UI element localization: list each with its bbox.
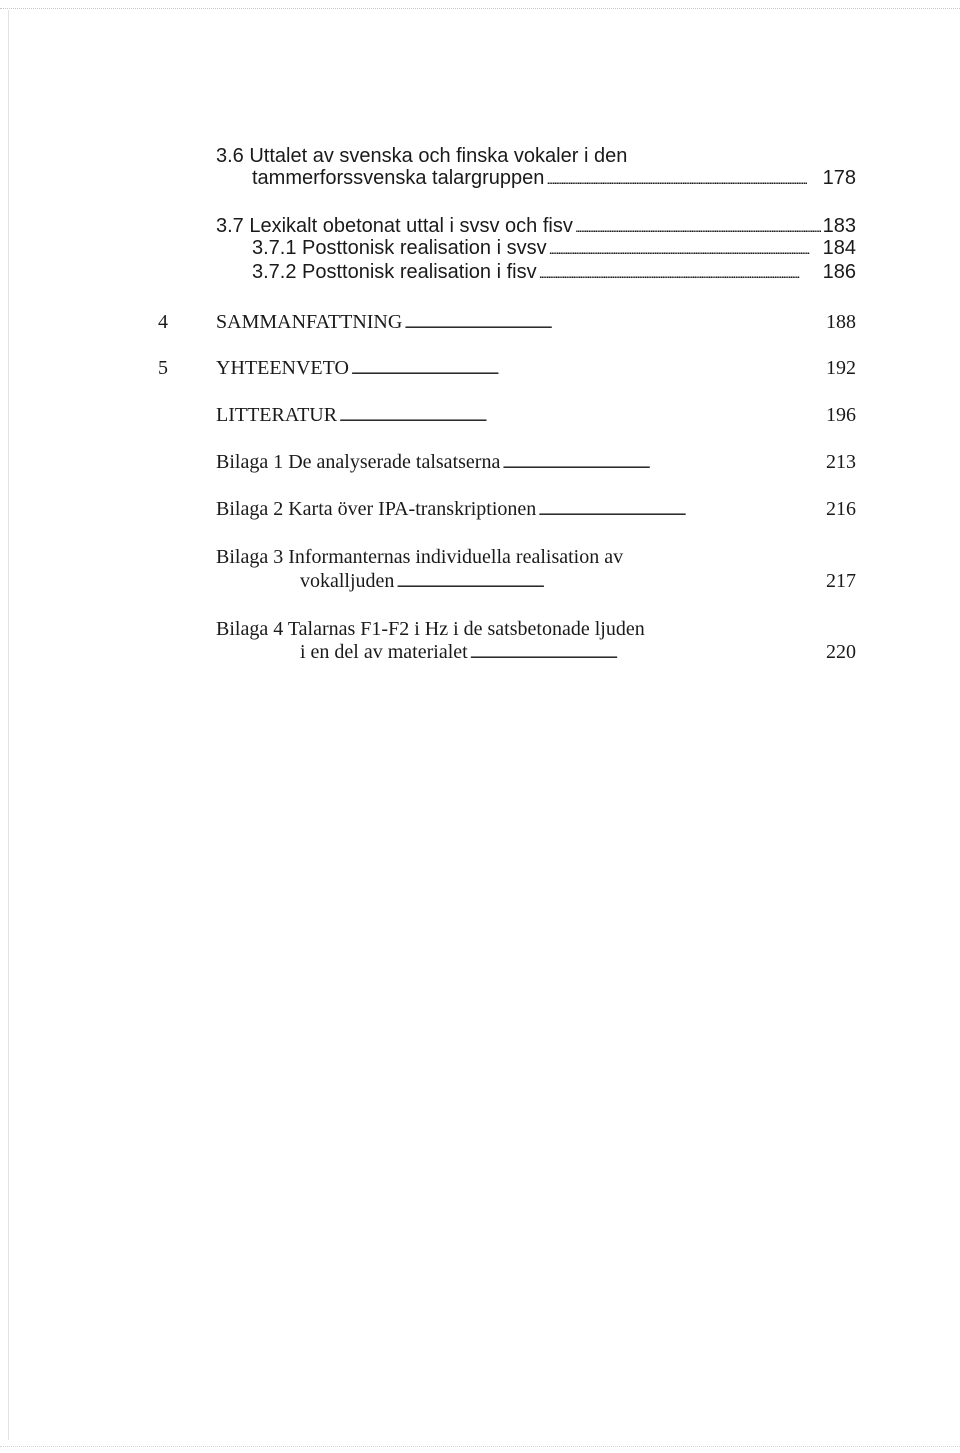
- toc-ch4-title: SAMMANFATTNING: [216, 311, 403, 333]
- toc-bilaga1-title: Bilaga 1 De analyserade talsatserna: [216, 451, 501, 473]
- toc-litteratur-entry: [216, 403, 856, 430]
- scan-edge-bottom: [0, 1446, 960, 1447]
- toc-leader-dots: [404, 310, 824, 337]
- toc-bilaga1-entry: [216, 450, 856, 477]
- scan-edge-top: [0, 8, 960, 9]
- toc-ch5-page: 192: [826, 357, 856, 379]
- toc-ch5-number: 5: [158, 357, 168, 379]
- toc-bilaga4-page: 220: [826, 641, 856, 663]
- toc-bilaga1-page: 213: [826, 451, 856, 473]
- toc-bilaga2-entry: [216, 497, 856, 524]
- toc-ch5-title: YHTEENVETO: [216, 357, 349, 379]
- toc-leader-dots: [339, 403, 824, 430]
- toc-ch5-entry: [216, 356, 856, 383]
- toc-leader-dots: [549, 236, 821, 261]
- toc-leader-dots: [539, 260, 821, 285]
- toc-bilaga2-title: Bilaga 2 Karta över IPA-transkriptionen: [216, 498, 537, 520]
- toc-3-6-title-line2: tammerforssvenska talargruppen: [252, 167, 545, 189]
- toc-3-7-2-title: 3.7.2 Posttonisk realisation i fisv: [252, 261, 537, 283]
- toc-bilaga3-page: 217: [826, 570, 856, 592]
- toc-3-6-title-line1: 3.6 Uttalet av svenska och finska vokaler i den: [216, 145, 628, 167]
- toc-bilaga2-page: 216: [826, 498, 856, 520]
- toc-3-7-1-entry: [252, 236, 856, 261]
- toc-leader-dots: [396, 569, 824, 596]
- toc-leader-dots: [502, 450, 824, 477]
- toc-bilaga3-title-line1: Bilaga 3 Informanternas individuella realisation av: [216, 546, 624, 568]
- toc-3-7-title: 3.7 Lexikalt obetonat uttal i svsv och fisv: [216, 215, 573, 237]
- toc-bilaga4-entry: [300, 640, 856, 667]
- toc-3-7-page: 183: [822, 215, 856, 237]
- toc-bilaga3-title-line2: vokalljuden: [300, 570, 395, 592]
- toc-ch4-entry: [216, 310, 856, 337]
- toc-leader-dots: [538, 497, 824, 524]
- toc-3-6-entry: [252, 166, 856, 191]
- toc-3-7-1-page: 184: [822, 237, 856, 259]
- toc-bilaga3-entry: [300, 569, 856, 596]
- toc-bilaga4-title-line1: Bilaga 4 Talarnas F1-F2 i Hz i de satsbetonade ljuden: [216, 618, 645, 640]
- toc-bilaga4-title-line2: i en del av materialet: [300, 641, 468, 663]
- toc-leader-dots: [546, 166, 820, 191]
- toc-3-7-2-entry: [252, 260, 856, 285]
- scan-edge-left: [8, 10, 9, 1440]
- toc-ch4-page: 188: [826, 311, 856, 333]
- toc-3-7-1-title: 3.7.1 Posttonisk realisation i svsv: [252, 237, 547, 259]
- toc-ch4-number: 4: [158, 311, 168, 333]
- toc-litteratur-page: 196: [826, 404, 856, 426]
- toc-3-7-2-page: 186: [822, 261, 856, 283]
- toc-litteratur-title: LITTERATUR: [216, 404, 338, 426]
- toc-3-6-page: 178: [822, 167, 856, 189]
- toc-leader-dots: [470, 640, 824, 667]
- toc-leader-dots: [351, 356, 824, 383]
